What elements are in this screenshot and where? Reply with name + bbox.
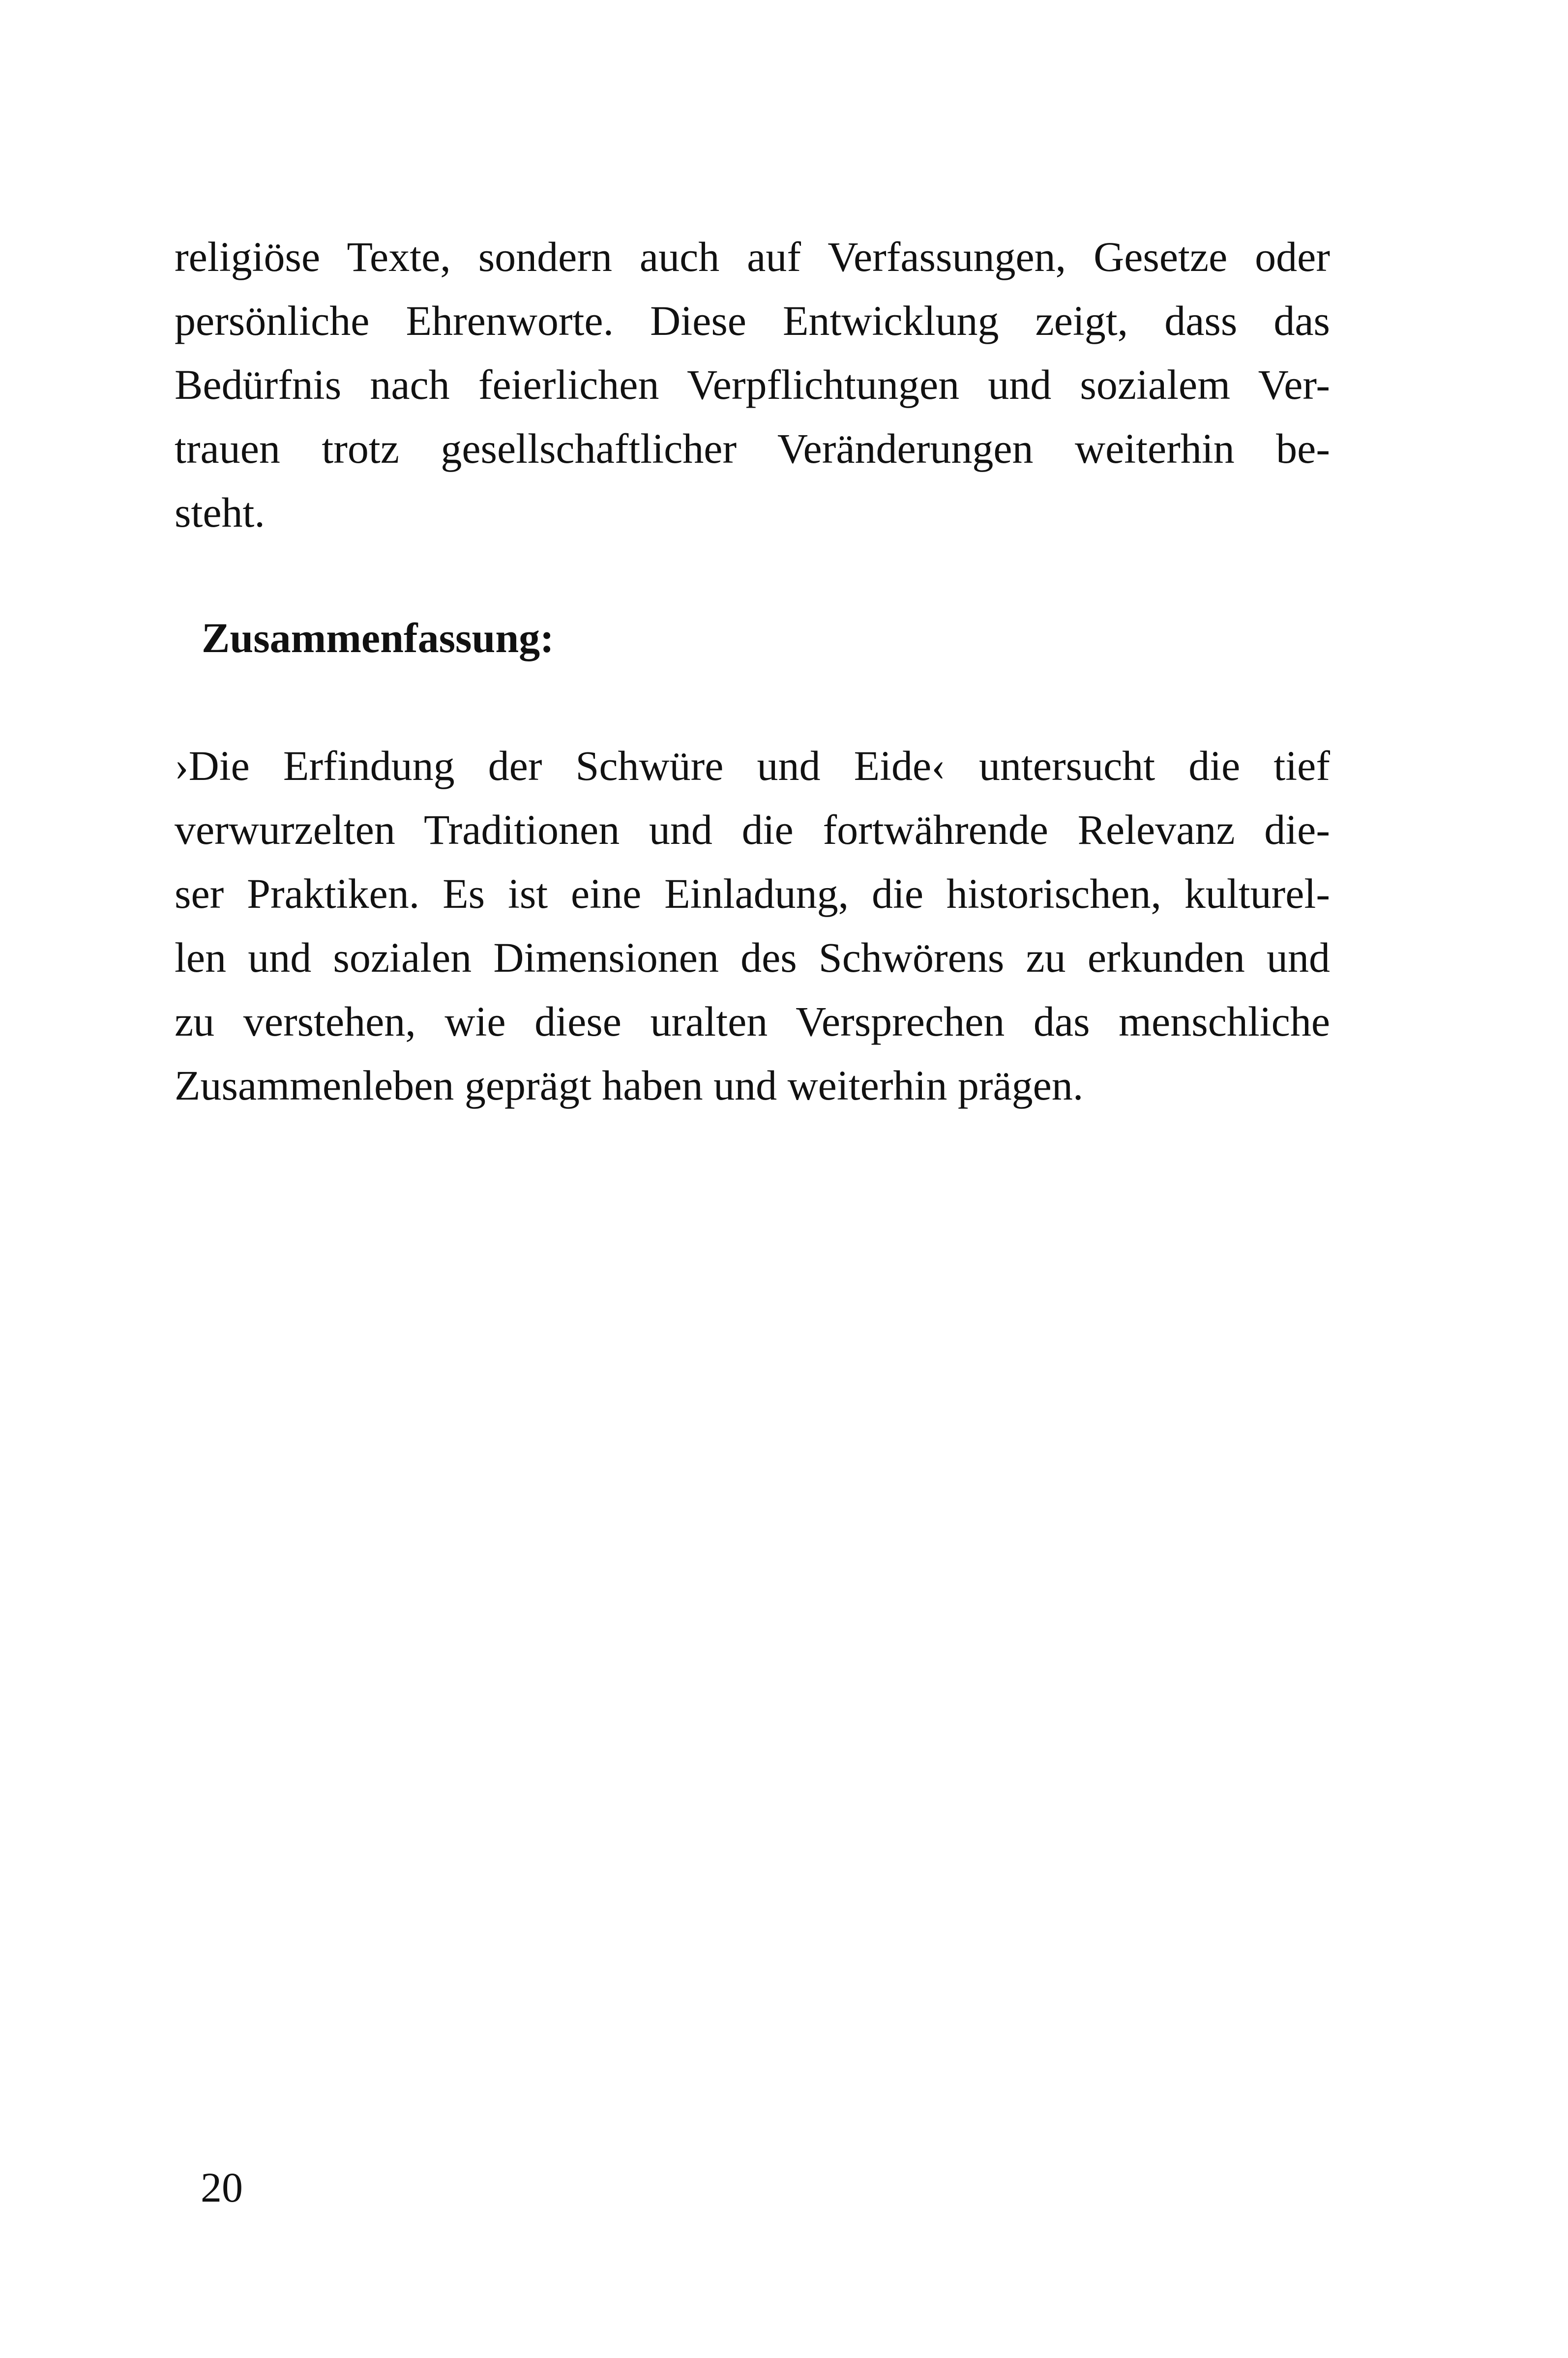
text-line: steht. xyxy=(175,489,265,536)
text-line: religiöse Texte, sondern auch auf Verfassungen, Gesetze oder xyxy=(175,233,1330,280)
section-heading: Zusammenfassung: xyxy=(202,614,554,661)
text-line: Zusammenleben geprägt haben und weiterhin prägen. xyxy=(175,1062,1084,1109)
text-line: zu verstehen, wie diese uralten Versprechen das menschliche xyxy=(175,998,1330,1045)
text-line: ›Die Erfindung der Schwüre und Eide‹ untersucht die tief xyxy=(175,742,1330,789)
text-line: trauen trotz gesellschaftlicher Veränderungen weiterhin be- xyxy=(175,425,1330,472)
text-line: Bedürfnis nach feierlichen Verpflichtungen und sozialem Ver- xyxy=(175,361,1330,408)
text-line: len und sozialen Dimensionen des Schwörens zu erkunden und xyxy=(175,934,1330,981)
text-line: persönliche Ehrenworte. Diese Entwicklung zeigt, dass das xyxy=(175,297,1330,344)
page-number: 20 xyxy=(201,2164,243,2211)
text-line: ser Praktiken. Es ist eine Einladung, die historischen, kulturel- xyxy=(175,870,1330,917)
text-line: verwurzelten Traditionen und die fortwährende Relevanz die- xyxy=(175,806,1330,853)
